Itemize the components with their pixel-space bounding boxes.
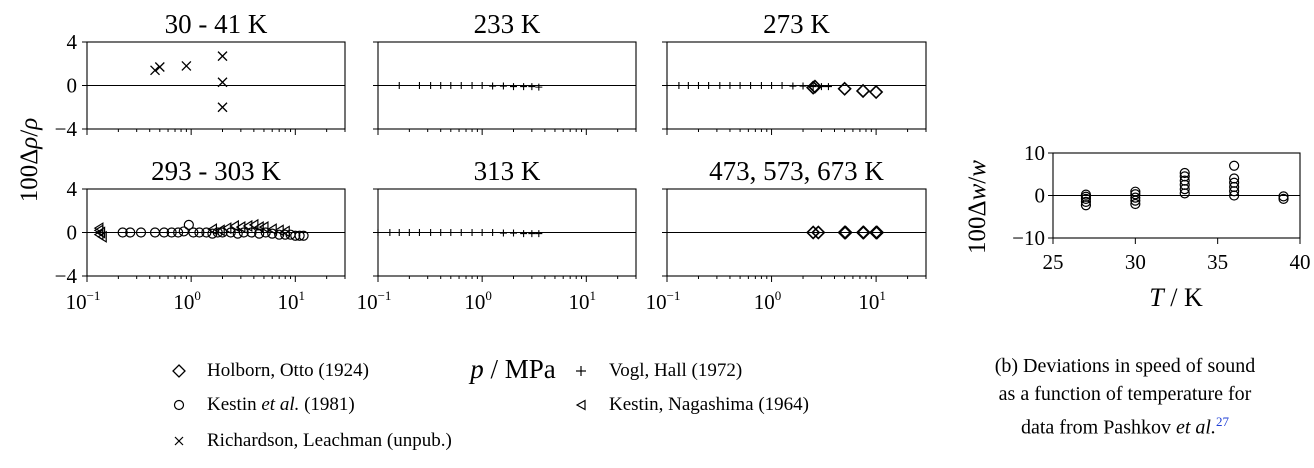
legend-marker-circle — [170, 396, 188, 414]
data-point-plus — [469, 229, 476, 236]
x-tick-label: $10^{-1}$ — [356, 288, 392, 314]
y-axis-label-speed: 100Δw/w — [964, 160, 991, 254]
x-tick-exponent: −1 — [86, 288, 101, 303]
data-point-plus — [535, 84, 542, 91]
panel-5 — [646, 156, 926, 314]
x-tick-exponent: 1 — [298, 288, 306, 303]
data-point-plus — [489, 229, 496, 236]
x-tick-label: 40 — [1289, 250, 1311, 274]
data-point-circle — [1230, 161, 1239, 170]
caption-b — [940, 352, 1310, 442]
data-point-plus — [768, 82, 775, 89]
legend-marker-diamond — [170, 362, 188, 380]
x-axis-label-pressure: p / MPa — [470, 354, 556, 384]
data-point-plus — [716, 82, 723, 89]
data-point-plus — [779, 82, 786, 89]
series — [664, 82, 832, 90]
series — [375, 229, 543, 237]
data-point-plus — [469, 82, 476, 89]
data-point-plus — [479, 82, 486, 89]
panel-title: 273 K — [763, 9, 830, 39]
speed-of-sound-panel — [964, 141, 1311, 312]
data-point-plus — [510, 83, 517, 90]
data-point-x — [155, 63, 164, 72]
y-axis-label-density: 100Δρ/ρ — [16, 117, 43, 203]
y-tick-label: 4 — [66, 177, 77, 201]
panel-0 — [55, 9, 345, 141]
data-point-plus — [427, 229, 434, 236]
data-point-plus — [800, 83, 807, 90]
legend-label-kestin-nagashima: Kestin, Nagashima (1964) — [609, 394, 809, 415]
data-point-plus — [737, 82, 744, 89]
data-point-plus — [396, 229, 403, 236]
data-point-plus — [726, 82, 733, 89]
x-tick-exponent: 0 — [485, 288, 492, 303]
y-tick-label: 0 — [66, 220, 77, 245]
data-point-plus — [479, 229, 486, 236]
data-point-x — [218, 103, 227, 112]
legend-label-richardson-leachman: Richardson, Leachman (unpub.) — [207, 430, 452, 451]
density-deviation-panels — [16, 9, 926, 384]
y-tick-label: 0 — [1034, 183, 1045, 208]
data-point-plus — [500, 230, 507, 237]
panel-1 — [373, 9, 636, 135]
data-point-x — [182, 61, 191, 70]
caption-line-1: (b) Deviations in speed of sound — [994, 355, 1256, 377]
y-tick-label: 4 — [66, 30, 77, 54]
data-point-plus — [758, 82, 765, 89]
legend-label-kestin-1981: Kestin et al. (1981) — [207, 394, 355, 415]
data-point-x — [151, 66, 160, 75]
x-tick-label: $10^1$ — [858, 288, 886, 314]
y-tick-label: 0 — [66, 73, 77, 98]
panel-title: 313 K — [473, 156, 541, 186]
panel-title: 233 K — [473, 9, 541, 39]
y-tick-label: −10 — [1012, 226, 1045, 250]
panel-title: 293 - 303 K — [151, 156, 281, 186]
panel-3 — [55, 156, 345, 314]
panel-2 — [662, 9, 926, 135]
x-tick-exponent: −1 — [377, 288, 392, 303]
data-point-plus — [520, 230, 527, 237]
data-point-plus — [528, 83, 535, 90]
data-point-plus — [447, 82, 454, 89]
data-point-plus — [695, 82, 702, 89]
caption-line-3: data from Pashkov et al.$^{27}$ — [1021, 414, 1229, 439]
data-point-plus — [675, 82, 682, 89]
data-point-plus — [427, 82, 434, 89]
y-tick-label: 10 — [1024, 141, 1045, 165]
x-tick-label: $10^{-1}$ — [645, 288, 681, 314]
data-point-plus — [447, 229, 454, 236]
caption-line-2: as a function of temperature for — [998, 383, 1252, 405]
x-tick-label: $10^1$ — [568, 288, 597, 314]
data-point-diamond — [870, 86, 882, 98]
data-point-plus — [747, 82, 754, 89]
x-axis-label-temperature: T / K — [1149, 283, 1203, 312]
x-tick-label: $10^0$ — [464, 288, 492, 314]
series — [396, 82, 543, 91]
data-point-plus — [535, 230, 542, 237]
citation-ref[interactable]: 27 — [1215, 414, 1229, 429]
legend-marker-triangle-left — [572, 396, 590, 414]
x-tick-label: 30 — [1124, 250, 1146, 274]
x-tick-exponent: 1 — [879, 288, 886, 303]
x-tick-label: $10^{-1}$ — [65, 288, 101, 314]
data-point-plus — [406, 229, 413, 236]
data-point-plus — [458, 229, 465, 236]
data-point-circle — [1081, 192, 1090, 201]
data-point-plus — [375, 229, 382, 236]
data-point-plus — [396, 82, 403, 89]
x-tick-exponent: −1 — [666, 288, 681, 303]
x-tick-label: 25 — [1042, 250, 1064, 274]
x-tick-label: $10^0$ — [173, 288, 201, 314]
data-point-plus — [825, 83, 832, 90]
x-tick-exponent: 0 — [774, 288, 782, 303]
legend-label-holborn-otto: Holborn, Otto (1924) — [207, 360, 370, 381]
data-point-plus — [664, 82, 671, 89]
series — [118, 220, 308, 240]
panel-title: 473, 573, 673 K — [709, 156, 884, 186]
y-tick-label: −4 — [54, 117, 77, 141]
data-point-plus — [458, 82, 465, 89]
data-point-plus — [416, 229, 423, 236]
legend-marker-x — [170, 432, 188, 450]
data-point-plus — [705, 82, 712, 89]
legend-marker-plus — [572, 362, 590, 380]
x-tick-exponent: 1 — [589, 288, 597, 303]
panel-4 — [357, 156, 636, 314]
data-point-x — [218, 52, 227, 61]
series — [151, 52, 227, 112]
data-point-plus — [437, 82, 444, 89]
data-point-plus — [789, 83, 796, 90]
panel-title: 30 - 41 K — [164, 9, 268, 39]
data-point-circle — [179, 227, 188, 236]
data-point-plus — [386, 229, 393, 236]
data-point-plus — [500, 83, 507, 90]
y-tick-label: −4 — [54, 264, 77, 288]
series — [1081, 161, 1288, 210]
data-point-plus — [510, 230, 517, 237]
legend-label-vogl-hall: Vogl, Hall (1972) — [609, 360, 743, 381]
x-tick-label: 35 — [1207, 250, 1229, 274]
data-point-diamond — [857, 85, 869, 97]
x-tick-label: $10^0$ — [753, 288, 782, 314]
series — [807, 81, 882, 98]
data-point-plus — [528, 230, 535, 237]
data-point-plus — [520, 83, 527, 90]
data-point-diamond — [839, 83, 851, 95]
x-tick-label: $10^1$ — [277, 288, 306, 314]
data-point-plus — [489, 83, 496, 90]
data-point-plus — [437, 229, 444, 236]
x-tick-exponent: 0 — [194, 288, 201, 303]
data-point-plus — [685, 82, 692, 89]
data-point-plus — [416, 82, 423, 89]
